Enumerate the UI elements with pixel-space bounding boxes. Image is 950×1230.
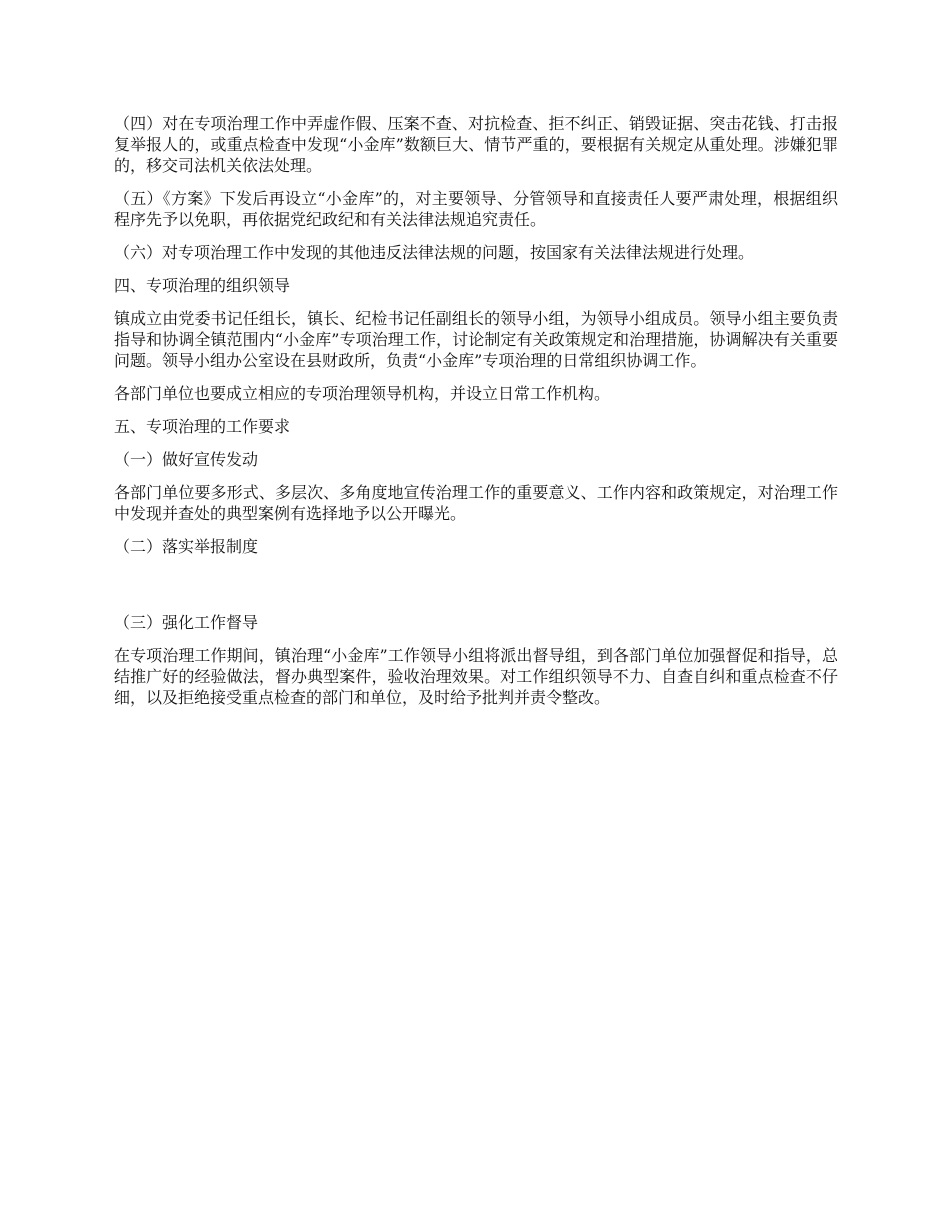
blank-space	[114, 569, 838, 612]
subheading-supervision: （三）强化工作督导	[114, 613, 259, 632]
paragraph-item-5: （五）《方案》下发后再设立“小金库”的，对主要领导、分管领导和直接责任人要严肃处理，根据组织程序先予以免职，再依据党纪政纪和有关法律法规追究责任。	[114, 189, 838, 229]
subheading-reporting: （二）落实举报制度	[114, 537, 259, 556]
paragraph-leadership-group: 镇成立由党委书记任组长，镇长、纪检书记任副组长的领导小组，为领导小组成员。领导小组主要负责指导和协调全镇范围内“小金库”专项治理工作，讨论制定有关政策规定和治理措施，协调解决有关重要问题。领导小组办公室设在县财政所，负责“小金库”专项治理的日常组织协调工作。	[114, 309, 838, 370]
subheading-publicity: （一）做好宣传发动	[114, 450, 259, 469]
paragraph-item-4: （四）对在专项治理工作中弄虚作假、压案不查、对抗检查、拒不纠正、销毁证据、突击花钱、打击报复举报人的，或重点检查中发现“小金库”数额巨大、情节严重的，要根据有关规定从重处理。涉嫌犯罪的，移交司法机关依法处理。	[114, 114, 838, 175]
section-heading-requirements: 五、专项治理的工作要求	[114, 417, 291, 436]
paragraph-item-6: （六）对专项治理工作中发现的其他违反法律法规的问题，按国家有关法律法规进行处理。	[114, 243, 755, 262]
paragraph-supervision: 在专项治理工作期间，镇治理“小金库”工作领导小组将派出督导组，到各部门单位加强督促和指导，总结推广好的经验做法，督办典型案件，验收治理效果。对工作组织领导不力、自查自纠和重点检查不仔细，以及拒绝接受重点检查的部门和单位，及时给予批判并责令整改。	[114, 646, 838, 707]
document-body	[114, 113, 838, 720]
paragraph-departments: 各部门单位也要成立相应的专项治理领导机构，并设立日常工作机构。	[114, 384, 611, 403]
paragraph-publicity: 各部门单位要多形式、多层次、多角度地宣传治理工作的重要意义、工作内容和政策规定，对治理工作中发现并查处的典型案例有选择地予以公开曝光。	[114, 483, 838, 523]
section-heading-organization: 四、专项治理的组织领导	[114, 276, 291, 295]
